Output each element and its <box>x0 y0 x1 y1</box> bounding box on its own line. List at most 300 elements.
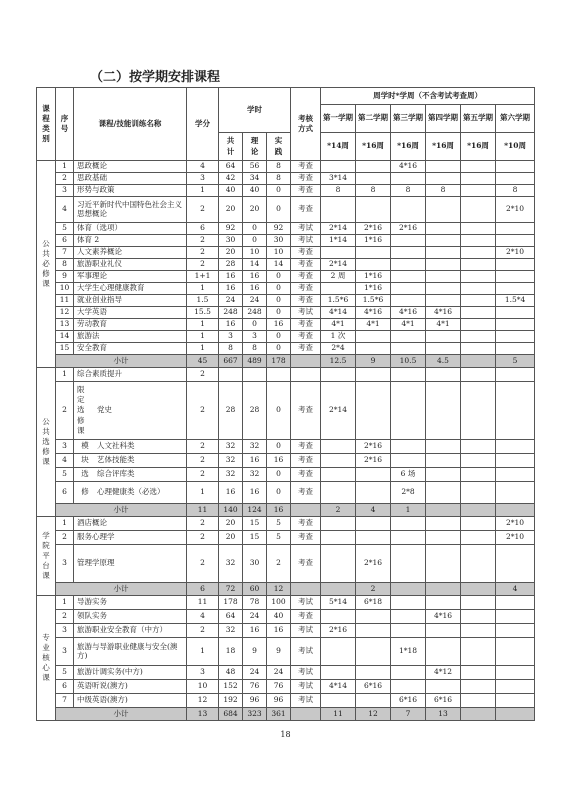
semester-cell <box>321 482 356 504</box>
semester-cell <box>496 343 535 355</box>
semester-cell: 10.5 <box>391 355 426 368</box>
semester-cell: 2*16 <box>356 440 391 454</box>
exam-method-cell: 考查 <box>291 440 321 454</box>
semester-cell <box>496 666 535 680</box>
category-cell-text: 学院平台课 <box>42 530 50 581</box>
semester-cell: 2 <box>356 583 391 596</box>
hours-practice-cell: 0 <box>267 331 291 343</box>
semester-cell <box>356 482 391 504</box>
course-name-cell <box>74 382 187 440</box>
course-name-cell: 大学英语 <box>74 307 187 319</box>
semester-cell: 4*1 <box>391 319 426 331</box>
hours-theory-cell: 78 <box>243 596 267 610</box>
semester-cell <box>461 343 496 355</box>
semester-cell: 9 <box>356 355 391 368</box>
semester-cell: 8 <box>356 185 391 197</box>
hours-practice-cell: 92 <box>267 223 291 235</box>
table-row <box>37 271 535 283</box>
semester-cell <box>391 680 426 694</box>
category-cell <box>37 517 56 596</box>
seq-cell: 1 <box>56 161 74 173</box>
semester-cell: 1*16 <box>356 271 391 283</box>
hours-total-cell: 20 <box>219 517 243 531</box>
course-name-cell: 形势与政策 <box>74 185 187 197</box>
hours-practice-cell: 9 <box>267 638 291 666</box>
header-weeks-5: *16周 <box>461 133 496 161</box>
course-name-cell: 酒店概论 <box>74 517 187 531</box>
semester-cell <box>356 517 391 531</box>
header-seq: 序号 <box>56 88 74 161</box>
semester-cell: 2*10 <box>496 197 535 223</box>
credit-cell: 1 <box>187 319 219 331</box>
semester-cell: 4 <box>356 504 391 517</box>
credit-cell: 12 <box>187 694 219 708</box>
semester-cell: 6*16 <box>356 680 391 694</box>
semester-cell <box>391 531 426 545</box>
credit-cell: 2 <box>187 247 219 259</box>
semester-cell: 6*16 <box>391 694 426 708</box>
semester-cell <box>496 382 535 440</box>
exam-method-cell: 考试 <box>291 307 321 319</box>
credit-cell: 2 <box>187 517 219 531</box>
hours-total-cell: 16 <box>219 482 243 504</box>
table-row <box>37 343 535 355</box>
semester-cell <box>391 382 426 440</box>
hours-practice-cell: 14 <box>267 259 291 271</box>
table-row <box>37 440 535 454</box>
course-name-cell: 军事理论 <box>74 271 187 283</box>
semester-cell <box>391 517 426 531</box>
course-name-cell: 旅游法 <box>74 331 187 343</box>
course-schedule-table <box>36 87 535 721</box>
semester-cell <box>461 504 496 517</box>
hours-practice-cell: 8 <box>267 173 291 185</box>
semester-cell <box>461 355 496 368</box>
exam-method-cell <box>291 583 321 596</box>
semester-cell <box>391 440 426 454</box>
header-row-1 <box>37 88 535 105</box>
semester-cell <box>321 247 356 259</box>
exam-method-cell <box>291 355 321 368</box>
hours-practice-cell: 16 <box>267 454 291 468</box>
header-semester-1: 第一学期 <box>321 105 356 133</box>
semester-cell <box>496 545 535 583</box>
semester-cell <box>496 440 535 454</box>
semester-cell: 2*8 <box>391 482 426 504</box>
semester-cell: 2 周 <box>321 271 356 283</box>
semester-cell: 2*4 <box>321 343 356 355</box>
semester-cell <box>321 468 356 482</box>
header-category: 课程类别 <box>37 88 56 161</box>
course-name-cell: 旅游与导游职业健康与安全(澳方) <box>74 638 187 666</box>
exam-method-cell: 考试 <box>291 694 321 708</box>
hours-total-cell: 64 <box>219 610 243 624</box>
exam-method-cell: 考试 <box>291 624 321 638</box>
semester-cell <box>391 295 426 307</box>
semester-cell: 1.5*6 <box>321 295 356 307</box>
table-row <box>37 283 535 295</box>
header-hours: 学时 <box>219 88 291 133</box>
exam-method-cell: 考试 <box>291 666 321 680</box>
hours-total-cell: 16 <box>219 271 243 283</box>
header-course-name: 课程/技能训练名称 <box>74 88 187 161</box>
semester-cell <box>426 454 461 468</box>
page-number: 18 <box>280 730 291 739</box>
hours-total-cell: 48 <box>219 666 243 680</box>
semester-cell <box>321 454 356 468</box>
semester-cell: 4*16 <box>391 161 426 173</box>
hours-total-cell: 24 <box>219 295 243 307</box>
semester-cell <box>461 235 496 247</box>
hours-total-cell: 248 <box>219 307 243 319</box>
subtotal-label: 小计 <box>56 583 187 596</box>
semester-cell <box>321 161 356 173</box>
semester-cell <box>426 331 461 343</box>
hours-total-cell: 8 <box>219 343 243 355</box>
semester-cell <box>391 454 426 468</box>
credit-cell: 45 <box>187 355 219 368</box>
semester-cell: 2*16 <box>356 454 391 468</box>
semester-cell <box>461 680 496 694</box>
semester-cell <box>461 638 496 666</box>
credit-cell: 1 <box>187 283 219 295</box>
seq-cell: 7 <box>56 694 74 708</box>
hours-total-cell: 32 <box>219 624 243 638</box>
hours-total-cell: 28 <box>219 259 243 271</box>
header-semester-3: 第三学期 <box>391 105 426 133</box>
semester-cell <box>461 666 496 680</box>
hours-theory-cell: 60 <box>243 583 267 596</box>
category-cell-text: 专业核心课 <box>42 632 50 683</box>
table-row <box>37 235 535 247</box>
semester-cell <box>496 694 535 708</box>
exam-method-cell <box>291 708 321 721</box>
semester-cell <box>496 173 535 185</box>
semester-cell: 4*1 <box>321 319 356 331</box>
table-row <box>37 331 535 343</box>
hours-total-cell: 92 <box>219 223 243 235</box>
course-name-text: 人文社科类 <box>97 441 135 451</box>
semester-cell: 4*16 <box>426 610 461 624</box>
exam-method-cell: 考查 <box>291 197 321 223</box>
hours-theory-cell: 96 <box>243 694 267 708</box>
semester-cell <box>461 173 496 185</box>
semester-cell <box>461 610 496 624</box>
semester-cell <box>356 468 391 482</box>
seq-cell: 2 <box>56 610 74 624</box>
semester-cell <box>356 531 391 545</box>
semester-cell <box>426 173 461 185</box>
table-row <box>37 694 535 708</box>
exam-method-cell: 考查 <box>291 259 321 271</box>
course-name-text: 艺体技能类 <box>97 455 135 465</box>
hours-total-cell: 42 <box>219 173 243 185</box>
header-weeks-1: *14周 <box>321 133 356 161</box>
credit-cell: 2 <box>187 624 219 638</box>
semester-cell: 4*1 <box>356 319 391 331</box>
table-row <box>37 197 535 223</box>
seq-cell: 6 <box>56 680 74 694</box>
semester-cell <box>461 531 496 545</box>
subtotal-label: 小计 <box>56 504 187 517</box>
semester-cell <box>426 259 461 271</box>
semester-cell <box>496 161 535 173</box>
semester-cell <box>461 259 496 271</box>
category-cell-text: 公共必修课 <box>42 238 50 289</box>
exam-method-cell: 考试 <box>291 223 321 235</box>
semester-cell <box>321 368 356 382</box>
header-semester-4: 第四学期 <box>426 105 461 133</box>
semester-cell <box>426 596 461 610</box>
semester-cell <box>426 368 461 382</box>
credit-cell: 1 <box>187 331 219 343</box>
seq-cell: 4 <box>56 454 74 468</box>
module-elective-label: 块 <box>81 455 89 465</box>
semester-cell <box>391 583 426 596</box>
seq-cell: 13 <box>56 319 74 331</box>
semester-cell <box>461 247 496 259</box>
hours-total-cell: 32 <box>219 545 243 583</box>
credit-cell: 1.5 <box>187 295 219 307</box>
semester-cell: 8 <box>426 185 461 197</box>
credit-cell: 4 <box>187 610 219 624</box>
semester-cell <box>356 666 391 680</box>
course-name-cell: 领队实务 <box>74 610 187 624</box>
exam-method-cell: 考试 <box>291 596 321 610</box>
hours-practice-cell: 8 <box>267 161 291 173</box>
hours-practice-cell: 76 <box>267 680 291 694</box>
semester-cell <box>461 545 496 583</box>
credit-cell: 10 <box>187 680 219 694</box>
credit-cell: 11 <box>187 504 219 517</box>
course-name-cell: 旅游职业安全教育（中方） <box>74 624 187 638</box>
semester-cell <box>356 638 391 666</box>
hours-theory-cell: 15 <box>243 531 267 545</box>
seq-cell: 1 <box>56 368 74 382</box>
hours-theory-cell: 30 <box>243 545 267 583</box>
hours-practice-cell: 0 <box>267 382 291 440</box>
hours-theory-cell: 3 <box>243 331 267 343</box>
hours-practice-cell: 0 <box>267 283 291 295</box>
hours-practice-cell: 361 <box>267 708 291 721</box>
hours-practice-cell: 30 <box>267 235 291 247</box>
course-name-text: 心理健康类（必选） <box>97 487 165 497</box>
semester-cell: 4 <box>496 583 535 596</box>
table-row <box>37 382 535 440</box>
semester-cell <box>426 504 461 517</box>
header-weeks-4: *16周 <box>426 133 461 161</box>
semester-cell <box>461 368 496 382</box>
course-name-cell: 劳动教育 <box>74 319 187 331</box>
exam-method-cell <box>291 504 321 517</box>
semester-cell <box>461 331 496 343</box>
semester-cell <box>461 185 496 197</box>
hours-theory-cell: 40 <box>243 185 267 197</box>
hours-practice-cell: 178 <box>267 355 291 368</box>
credit-cell: 11 <box>187 596 219 610</box>
hours-theory-cell: 0 <box>243 223 267 235</box>
semester-cell: 4*14 <box>321 680 356 694</box>
semester-cell <box>356 382 391 440</box>
credit-cell: 13 <box>187 708 219 721</box>
hours-theory-cell: 14 <box>243 259 267 271</box>
exam-method-cell: 考试 <box>291 638 321 666</box>
hours-practice-cell: 0 <box>267 440 291 454</box>
semester-cell: 8 <box>391 185 426 197</box>
table-row <box>37 531 535 545</box>
course-name-cell <box>74 440 187 454</box>
semester-cell: 1.5*4 <box>496 295 535 307</box>
table-row <box>37 638 535 666</box>
semester-cell <box>356 694 391 708</box>
header-weeks-2: *16周 <box>356 133 391 161</box>
hours-practice-cell: 12 <box>267 583 291 596</box>
exam-method-cell: 考试 <box>291 680 321 694</box>
semester-cell <box>496 368 535 382</box>
header-weeks-6: *10周 <box>496 133 535 161</box>
subtotal-row <box>37 504 535 517</box>
hours-practice-cell: 0 <box>267 185 291 197</box>
semester-cell: 2*14 <box>321 259 356 271</box>
table-row <box>37 624 535 638</box>
semester-cell <box>461 271 496 283</box>
semester-cell <box>461 694 496 708</box>
header-hours-theory: 理论 <box>243 133 267 161</box>
seq-cell: 12 <box>56 307 74 319</box>
hours-theory-cell <box>243 368 267 382</box>
hours-theory-cell: 24 <box>243 666 267 680</box>
hours-practice-cell: 24 <box>267 666 291 680</box>
semester-cell: 1*16 <box>356 283 391 295</box>
course-name-cell: 服务心理学 <box>74 531 187 545</box>
semester-cell <box>321 610 356 624</box>
semester-cell <box>321 545 356 583</box>
semester-cell <box>391 271 426 283</box>
semester-cell <box>356 161 391 173</box>
semester-cell: 7 <box>391 708 426 721</box>
seq-cell: 10 <box>56 283 74 295</box>
exam-method-cell: 考查 <box>291 161 321 173</box>
credit-cell: 2 <box>187 368 219 382</box>
semester-cell <box>496 468 535 482</box>
semester-cell: 2*16 <box>391 223 426 235</box>
semester-cell <box>426 271 461 283</box>
hours-practice-cell: 10 <box>267 247 291 259</box>
semester-cell <box>496 610 535 624</box>
hours-theory-cell: 10 <box>243 247 267 259</box>
table-row <box>37 454 535 468</box>
semester-cell <box>496 708 535 721</box>
semester-cell <box>356 173 391 185</box>
exam-method-cell: 考试 <box>291 235 321 247</box>
category-cell-text: 公共选修课 <box>42 416 50 467</box>
semester-cell <box>496 235 535 247</box>
credit-cell: 2 <box>187 197 219 223</box>
subtotal-row <box>37 583 535 596</box>
course-name-cell: 体育（选项） <box>74 223 187 235</box>
hours-total-cell: 32 <box>219 440 243 454</box>
table-row <box>37 295 535 307</box>
semester-cell <box>391 283 426 295</box>
semester-cell <box>461 295 496 307</box>
hours-practice-cell: 5 <box>267 531 291 545</box>
seq-cell: 8 <box>56 259 74 271</box>
table-row <box>37 610 535 624</box>
hours-theory-cell: 16 <box>243 271 267 283</box>
exam-method-cell: 考查 <box>291 271 321 283</box>
seq-cell: 6 <box>56 235 74 247</box>
header-exam-method: 考核方式 <box>291 88 321 161</box>
hours-practice-cell: 0 <box>267 271 291 283</box>
hours-total-cell: 18 <box>219 638 243 666</box>
exam-method-cell: 考查 <box>291 531 321 545</box>
hours-total-cell: 32 <box>219 454 243 468</box>
hours-total-cell: 28 <box>219 382 243 440</box>
hours-theory-cell: 8 <box>243 343 267 355</box>
credit-cell: 4 <box>187 161 219 173</box>
hours-theory-cell: 20 <box>243 197 267 223</box>
hours-practice-cell: 100 <box>267 596 291 610</box>
semester-cell <box>496 331 535 343</box>
semester-cell: 1*18 <box>391 638 426 666</box>
seq-cell: 5 <box>56 468 74 482</box>
hours-total-cell: 16 <box>219 283 243 295</box>
hours-total-cell: 20 <box>219 247 243 259</box>
seq-cell: 3 <box>56 185 74 197</box>
semester-cell <box>461 283 496 295</box>
semester-cell <box>461 624 496 638</box>
hours-practice-cell: 0 <box>267 197 291 223</box>
semester-cell <box>426 440 461 454</box>
hours-theory-cell: 248 <box>243 307 267 319</box>
hours-total-cell: 140 <box>219 504 243 517</box>
semester-cell: 2*16 <box>356 545 391 583</box>
hours-practice-cell: 0 <box>267 482 291 504</box>
semester-cell: 2*10 <box>496 247 535 259</box>
semester-cell <box>496 259 535 271</box>
hours-practice-cell: 0 <box>267 295 291 307</box>
seq-cell: 1 <box>56 596 74 610</box>
hours-theory-cell: 16 <box>243 624 267 638</box>
semester-cell <box>426 583 461 596</box>
course-name-cell: 大学生心理健康教育 <box>74 283 187 295</box>
semester-cell: 6 场 <box>391 468 426 482</box>
exam-method-cell: 考查 <box>291 331 321 343</box>
header-weekly-title: 周学时*学周（不含考试考查周） <box>321 88 535 105</box>
semester-cell <box>321 531 356 545</box>
page-title: （二）按学期安排课程 <box>90 70 221 85</box>
exam-method-cell: 考查 <box>291 295 321 307</box>
hours-total-cell: 152 <box>219 680 243 694</box>
semester-cell <box>426 235 461 247</box>
semester-cell: 5 <box>496 355 535 368</box>
hours-practice-cell: 2 <box>267 545 291 583</box>
subtotal-row <box>37 355 535 368</box>
semester-cell: 1*16 <box>356 235 391 247</box>
hours-total-cell: 30 <box>219 235 243 247</box>
semester-cell <box>496 504 535 517</box>
limited-elective-label: 限定选修课 <box>77 385 85 435</box>
semester-cell <box>461 197 496 223</box>
header-hours-total: 共计 <box>219 133 243 161</box>
semester-cell <box>426 295 461 307</box>
semester-cell <box>426 247 461 259</box>
semester-cell <box>391 197 426 223</box>
hours-theory-cell: 124 <box>243 504 267 517</box>
course-name-cell: 管理学原理 <box>74 545 187 583</box>
hours-theory-cell: 32 <box>243 440 267 454</box>
semester-cell <box>391 545 426 583</box>
